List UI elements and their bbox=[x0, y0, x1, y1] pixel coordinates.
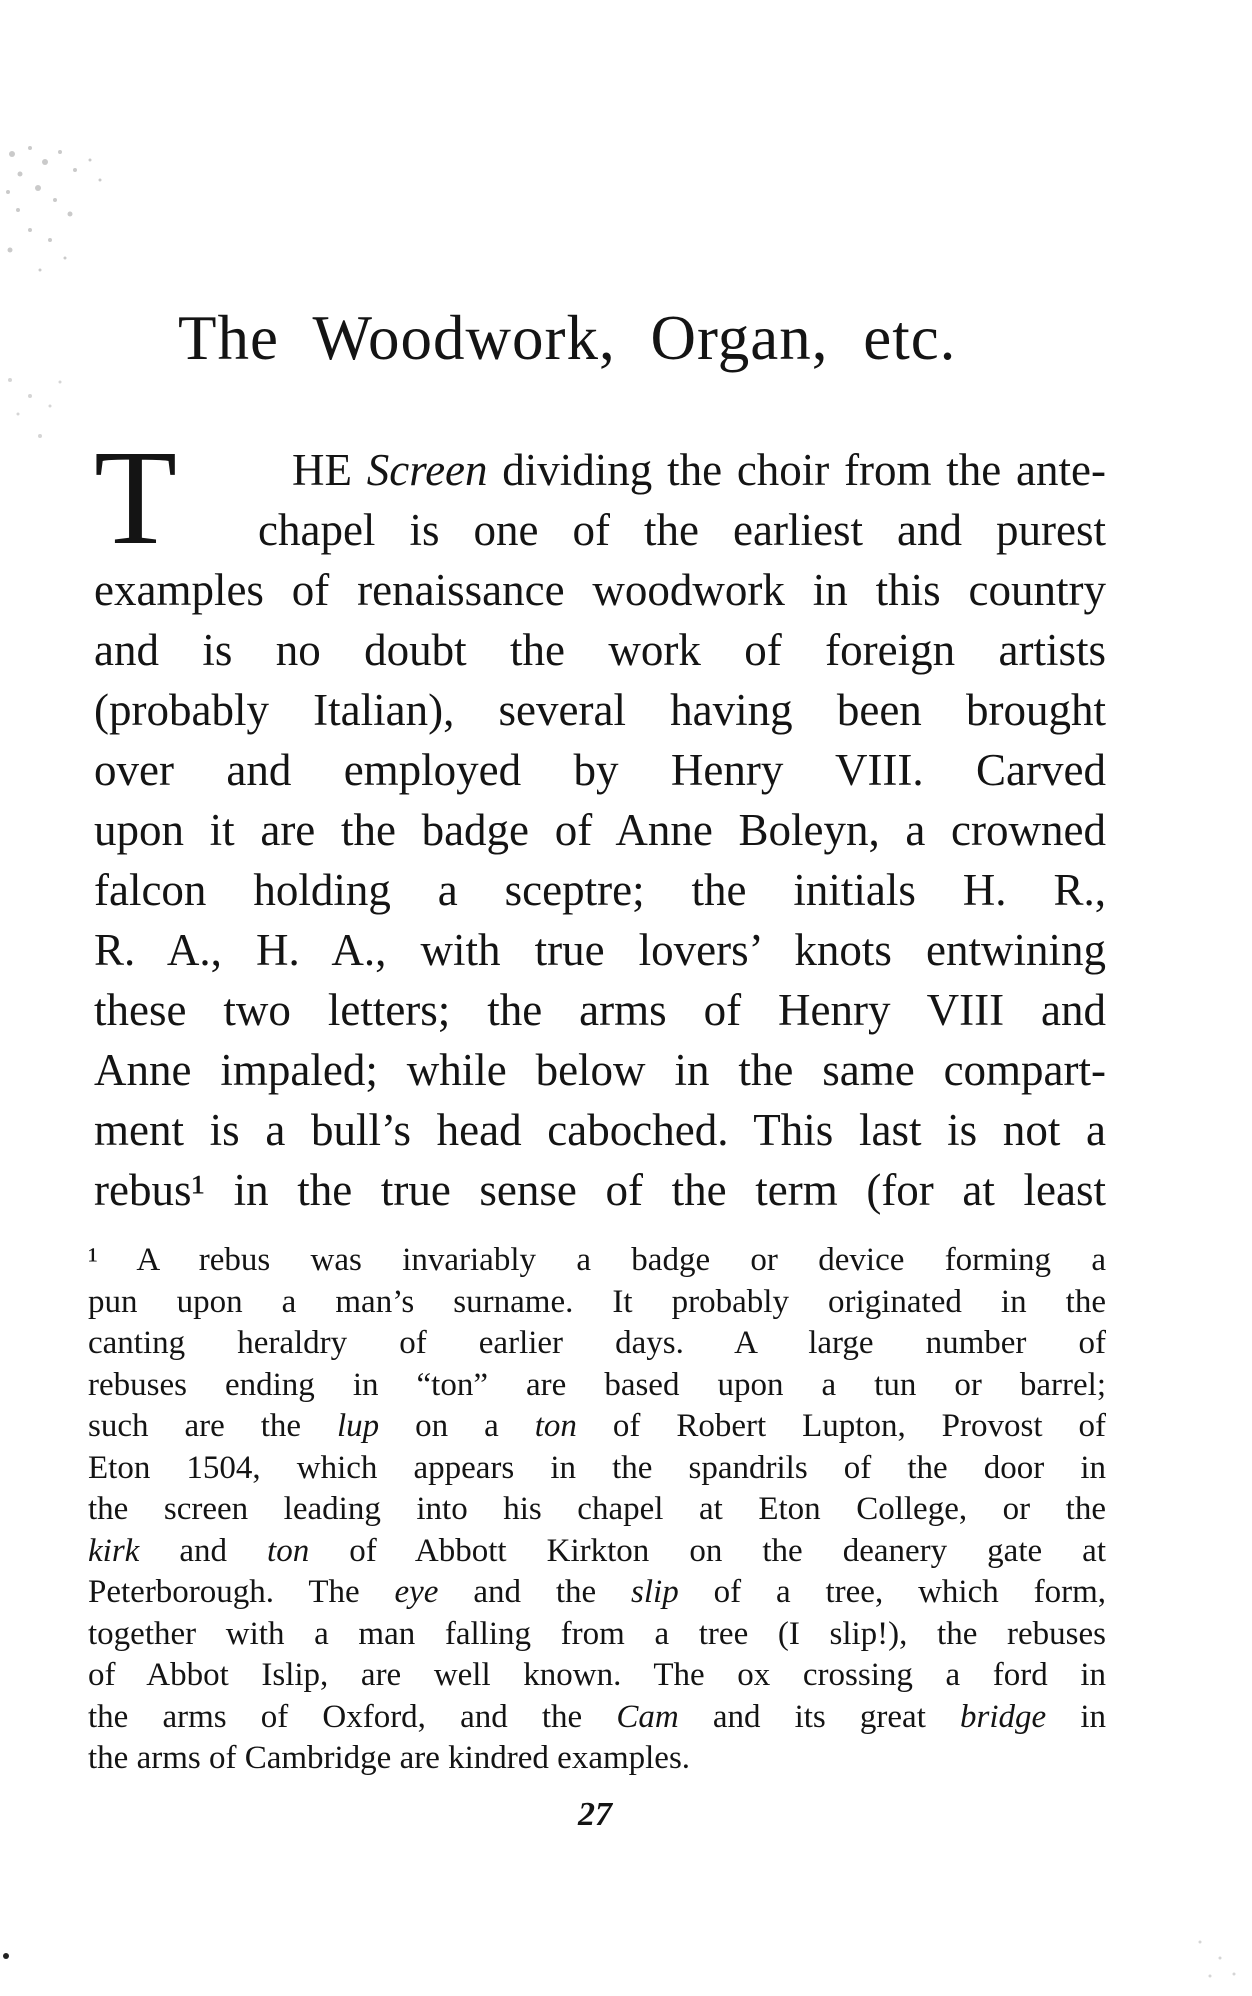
italic-word: ton bbox=[267, 1532, 310, 1569]
body-line: rebus¹ in the true sense of the term (for at least bbox=[94, 1165, 1106, 1215]
scan-speckle-left bbox=[0, 370, 80, 460]
text-segment: such are the bbox=[88, 1408, 337, 1444]
italic-word: kirk bbox=[88, 1532, 140, 1569]
footnote-line: together with a man falling from a tree (I slip!), the rebuses bbox=[88, 1615, 1106, 1652]
body-line: chapel is one of the earliest and purest bbox=[258, 505, 1106, 555]
body-line: ment is a bull’s head caboched. This last is not a bbox=[94, 1105, 1106, 1155]
text-segment: of Abbott Kirkton on the deanery gate at bbox=[309, 1532, 1106, 1569]
text-segment: and bbox=[139, 1532, 268, 1569]
body-line: (probably Italian), several having been brought bbox=[94, 685, 1106, 735]
body-line: R. A., H. A., with true lovers’ knots entwining bbox=[94, 925, 1106, 975]
body-line: and is no doubt the work of foreign artists bbox=[94, 625, 1106, 675]
italic-word: eye bbox=[394, 1574, 439, 1610]
italic-word: bridge bbox=[960, 1698, 1047, 1735]
footnote-line: ¹ A rebus was invariably a badge or device forming a bbox=[88, 1242, 1106, 1278]
footnote bbox=[88, 1240, 1106, 1780]
text-segment: and its great bbox=[678, 1698, 961, 1735]
text-segment: and the bbox=[438, 1574, 632, 1610]
scan-dot-bottom-left bbox=[0, 1950, 12, 1962]
footnote-line bbox=[88, 1406, 1106, 1448]
footnote-line: of Abbot Islip, are well known. The ox crossing a ford in bbox=[88, 1657, 1106, 1693]
italic-word: slip bbox=[631, 1574, 679, 1610]
italic-word: lup bbox=[337, 1408, 380, 1444]
footnote-line: the screen leading into his chapel at Eton College, or the bbox=[88, 1491, 1106, 1527]
body-line: over and employed by Henry VIII. Carved bbox=[94, 745, 1106, 795]
scan-speckle-bottom-right bbox=[1190, 1930, 1250, 1990]
body-line: falcon holding a sceptre; the initials H. R., bbox=[94, 865, 1106, 915]
text-segment: in bbox=[1046, 1698, 1106, 1735]
italic-word: Cam bbox=[616, 1698, 679, 1735]
chapter-title: The Woodwork, Organ, etc. bbox=[178, 303, 957, 373]
text-segment: Peterborough. The bbox=[88, 1574, 395, 1610]
footnote-line: rebuses ending in “ton” are based upon a tun or barrel; bbox=[88, 1366, 1106, 1403]
body-line: examples of renaissance woodwork in this country bbox=[94, 565, 1106, 615]
body-line: HE Screen dividing the choir from the ante- bbox=[292, 445, 1106, 495]
footnote-line: canting heraldry of earlier days. A large number of bbox=[88, 1325, 1106, 1361]
footnote-line: Eton 1504, which appears in the spandrils of the door in bbox=[88, 1449, 1106, 1486]
page-number: 27 bbox=[578, 1796, 612, 1833]
text-segment: of Robert Lupton, Provost of bbox=[576, 1408, 1106, 1444]
text-segment: the arms of Oxford, and the bbox=[88, 1698, 617, 1735]
footnote-line: pun upon a man’s surname. It probably originated in the bbox=[88, 1283, 1106, 1320]
footnote-line bbox=[88, 1697, 1106, 1739]
footnote-line bbox=[88, 1531, 1106, 1573]
body-line: these two letters; the arms of Henry VIII and bbox=[94, 985, 1106, 1035]
body-line: upon it are the badge of Anne Boleyn, a crowned bbox=[94, 805, 1106, 855]
body-line: Anne impaled; while below in the same compart- bbox=[94, 1045, 1106, 1095]
italic-word: ton bbox=[534, 1408, 577, 1444]
footnote-line: the arms of Cambridge are kindred examples. bbox=[88, 1740, 691, 1776]
footnote-line bbox=[88, 1572, 1106, 1614]
scan-speckle-top-left bbox=[0, 140, 140, 300]
text-segment: on a bbox=[379, 1408, 535, 1444]
body-paragraph bbox=[94, 423, 1106, 1220]
drop-cap-letter: T bbox=[94, 423, 178, 573]
text-segment: of a tree, which form, bbox=[678, 1574, 1106, 1610]
